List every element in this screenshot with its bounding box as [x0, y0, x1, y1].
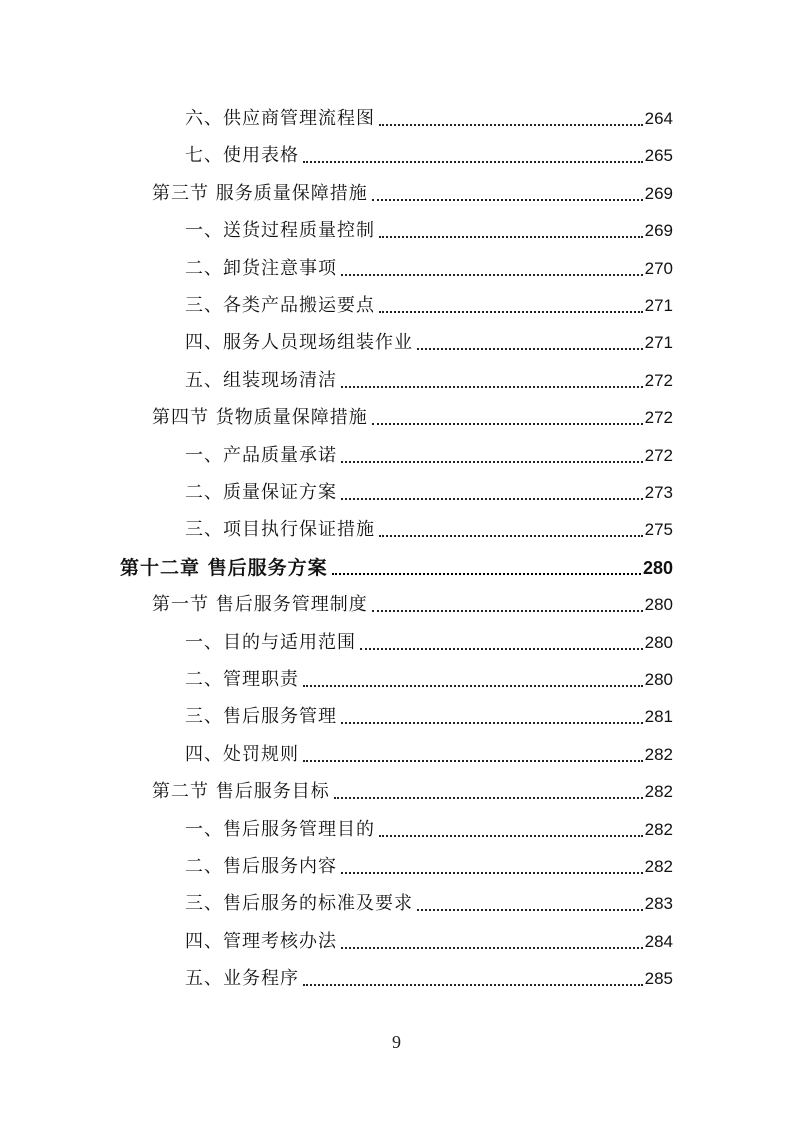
toc-entry-page: 273 [644, 483, 673, 502]
toc-entry-page: 275 [644, 520, 673, 540]
toc-entry-title: 五、业务程序 [185, 968, 299, 990]
dot-leader [379, 310, 643, 313]
toc-entry-title: 四、管理考核办法 [185, 930, 337, 952]
dot-leader [303, 759, 643, 762]
toc-entry-title: 二、质量保证方案 [185, 482, 337, 503]
dot-leader [341, 497, 643, 500]
dot-leader [341, 871, 643, 874]
toc-entry[interactable] [185, 812, 673, 842]
toc-entry[interactable] [185, 512, 673, 542]
toc-entry-title: 三、项目执行保证措施 [185, 519, 375, 541]
dot-leader [303, 983, 643, 986]
toc-entry[interactable] [185, 213, 673, 243]
toc-entry-page: 270 [644, 258, 673, 278]
toc-entry-page: 285 [644, 969, 673, 989]
dot-leader [372, 198, 643, 201]
toc-entry[interactable] [185, 288, 673, 318]
toc-entry[interactable] [185, 886, 673, 916]
toc-entry-title: 三、售后服务管理 [185, 706, 337, 728]
toc-entry[interactable] [185, 961, 673, 991]
toc-entry[interactable] [185, 138, 673, 168]
dot-leader [379, 534, 643, 537]
dot-leader [303, 684, 643, 687]
toc-entry[interactable] [185, 662, 673, 692]
dot-leader [379, 834, 643, 837]
toc-entry-title: 第一节 售后服务管理制度 [152, 594, 368, 616]
toc-entry-page: 281 [644, 707, 673, 727]
dot-leader [417, 347, 643, 350]
toc-entry-page: 264 [644, 109, 673, 128]
toc-entry-page: 271 [644, 333, 673, 353]
toc-entry[interactable] [185, 101, 673, 131]
dot-leader [341, 721, 643, 724]
toc-entry-page: 284 [644, 931, 673, 951]
toc-chapter-entry[interactable] [120, 550, 673, 580]
toc-entry-page: 272 [644, 445, 673, 465]
dot-leader [379, 235, 643, 238]
toc-entry-title: 一、产品质量承诺 [185, 444, 337, 466]
toc-entry-page: 271 [644, 296, 673, 315]
page-number: 9 [392, 1032, 401, 1052]
toc-entry-page: 282 [644, 782, 673, 802]
toc-entry-title: 四、服务人员现场组装作业 [185, 332, 413, 354]
toc-entry-page: 280 [644, 595, 673, 615]
toc-entry[interactable] [185, 475, 673, 505]
toc-entry[interactable] [185, 325, 673, 355]
toc-entry-title: 五、组装现场清洁 [185, 369, 337, 391]
toc-entry-page: 272 [644, 370, 673, 390]
toc-entry[interactable] [152, 176, 673, 206]
dot-leader [341, 273, 643, 276]
toc-entry-page: 282 [644, 744, 673, 764]
toc-entry-page: 280 [644, 632, 673, 652]
dot-leader [341, 385, 643, 388]
toc-entry-title: 二、管理职责 [185, 669, 299, 690]
toc-entry-title: 第三节 服务质量保障措施 [152, 182, 368, 204]
dot-leader [341, 460, 643, 463]
toc-entry-page: 283 [644, 894, 673, 914]
toc-entry-title: 一、送货过程质量控制 [185, 220, 375, 242]
toc-entry-page: 269 [644, 183, 673, 203]
toc-entry-title: 三、售后服务的标准及要求 [185, 893, 413, 915]
toc-entry[interactable] [185, 699, 673, 729]
toc-entry-title: 四、处罚规则 [185, 743, 299, 765]
dot-leader [417, 908, 643, 911]
dot-leader [372, 609, 643, 612]
toc-entry-title: 三、各类产品搬运要点 [185, 295, 375, 316]
toc-entry[interactable] [185, 363, 673, 393]
toc-entry[interactable] [152, 587, 673, 617]
dot-leader [360, 647, 643, 650]
toc-entry[interactable] [152, 400, 673, 430]
toc-entry[interactable] [185, 251, 673, 281]
dot-leader [303, 160, 643, 163]
toc-entry-title: 一、售后服务管理目的 [185, 818, 375, 840]
toc-entry-page: 280 [644, 670, 673, 689]
toc-entry-title: 第四节 货物质量保障措施 [152, 407, 368, 429]
toc-entry-page: 280 [642, 557, 673, 578]
toc-entry-title: 第十二章 售后服务方案 [120, 556, 328, 579]
dot-leader [334, 796, 643, 799]
toc-entry-page: 282 [644, 857, 673, 876]
dot-leader [341, 946, 643, 949]
dot-leader [379, 123, 643, 126]
toc-entry-title: 六、供应商管理流程图 [185, 108, 375, 129]
toc-entry-title: 七、使用表格 [185, 145, 299, 167]
toc-entry-title: 二、售后服务内容 [185, 856, 337, 877]
dot-leader [332, 572, 641, 575]
toc-entry-page: 269 [644, 221, 673, 241]
toc-entry[interactable] [185, 438, 673, 468]
toc-entry[interactable] [185, 737, 673, 767]
toc-entry-page: 265 [644, 146, 673, 166]
toc-entry[interactable] [185, 849, 673, 879]
toc-entry-title: 二、卸货注意事项 [185, 257, 337, 279]
toc-entry[interactable] [152, 774, 673, 804]
toc-entry-page: 272 [644, 408, 673, 428]
toc-entry-title: 第二节 售后服务目标 [152, 781, 330, 803]
toc-entry-page: 282 [644, 819, 673, 839]
dot-leader [372, 422, 643, 425]
toc-entry[interactable] [185, 625, 673, 655]
toc-entry[interactable] [185, 924, 673, 954]
toc-entry-title: 一、目的与适用范围 [185, 631, 356, 653]
